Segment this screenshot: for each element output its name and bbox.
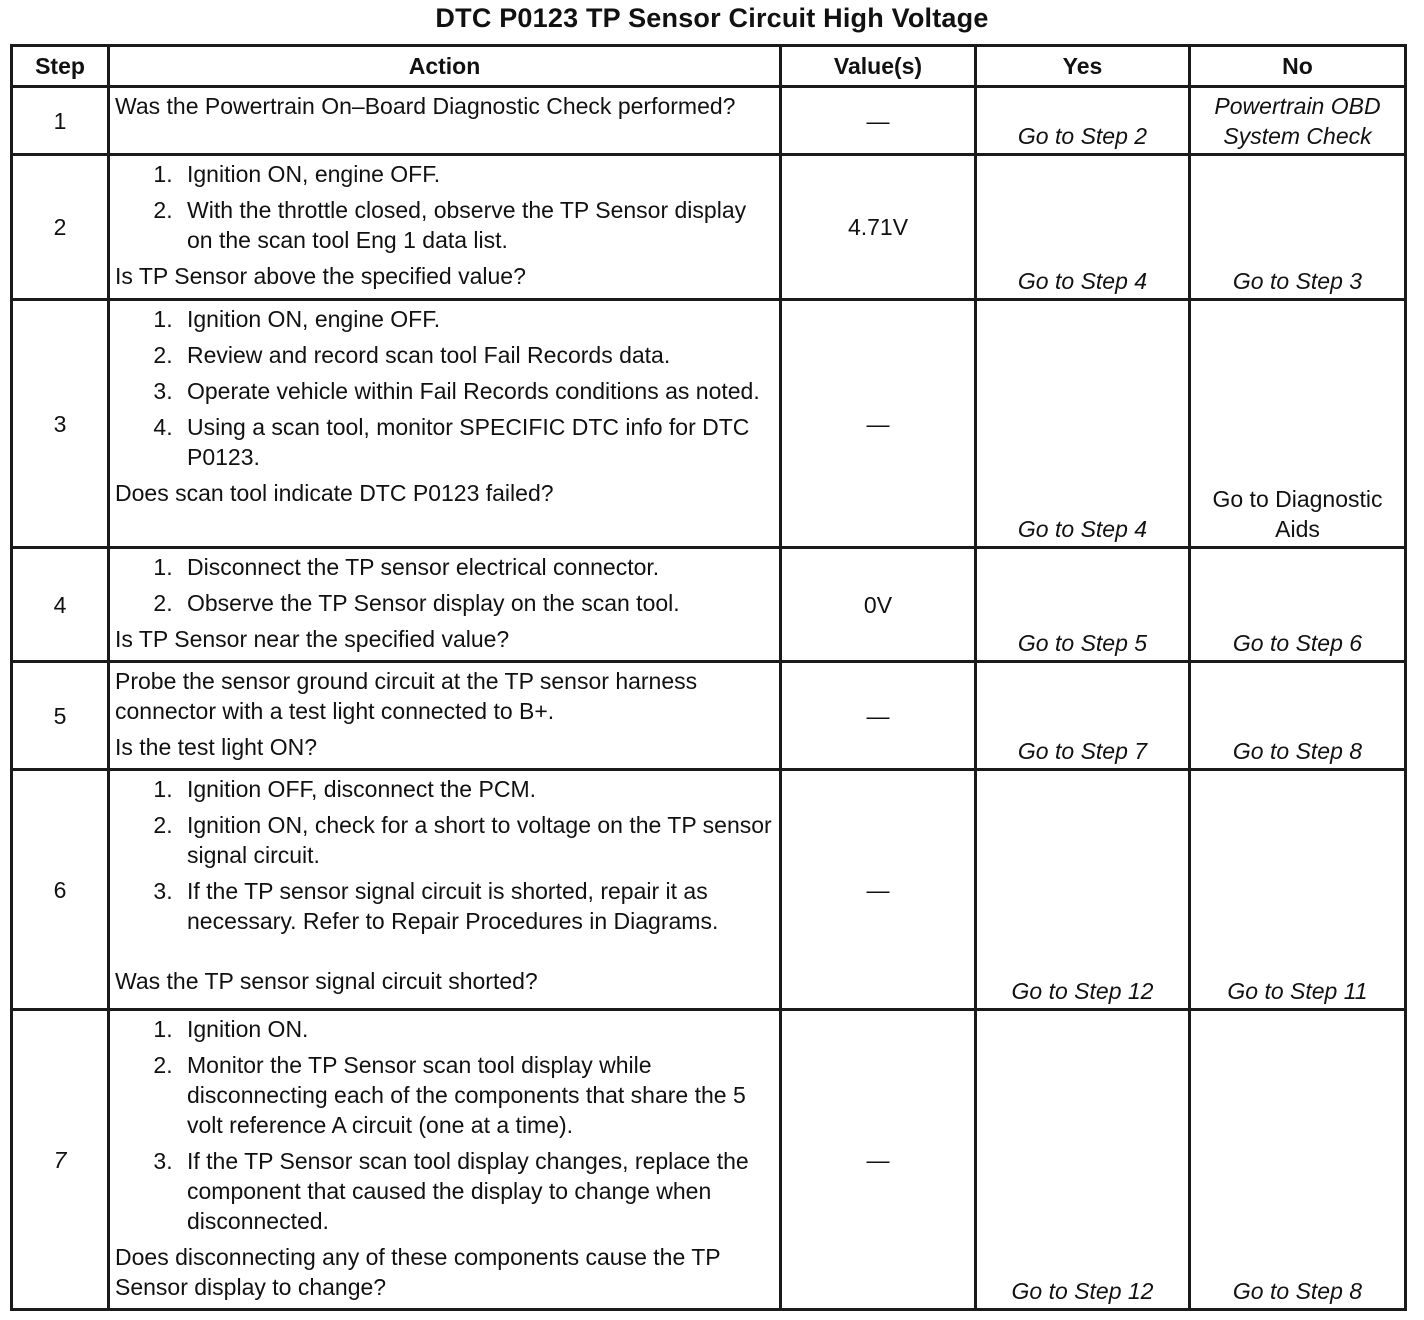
value-cell: —: [781, 300, 976, 548]
table-row: [12, 155, 1406, 300]
substep: 2. Review and record scan tool Fail Records data.: [179, 340, 773, 370]
no-cell: Go to Step 3: [1190, 155, 1406, 300]
table-row: [12, 548, 1406, 662]
no-cell: Go to Step 8: [1190, 662, 1406, 770]
question-text: Was the TP sensor signal circuit shorted?: [115, 968, 538, 994]
header-yes: Yes: [976, 46, 1190, 87]
table-row: [12, 87, 1406, 155]
action-cell: [109, 770, 781, 1010]
spacer: [115, 942, 773, 966]
substep: 2. With the throttle closed, observe the TP Sensor display on the scan tool Eng 1 data list.: [179, 195, 773, 255]
table-row: [12, 770, 1406, 1010]
question-text: Is TP Sensor above the specified value?: [115, 263, 526, 289]
header-step: Step: [12, 46, 109, 87]
action-text: Was the Powertrain On–Board Diagnostic Check performed?: [115, 93, 736, 119]
yes-cell: Go to Step 5: [976, 548, 1190, 662]
substep: 2. Monitor the TP Sensor scan tool display while disconnecting each of the components that share the 5 volt reference A circuit (one at a time).: [179, 1050, 773, 1140]
value-cell: —: [781, 662, 976, 770]
substep-list: [115, 552, 773, 618]
substep: 1. Ignition ON.: [179, 1014, 773, 1044]
step-number: 6: [12, 770, 109, 1010]
substep: 3. If the TP sensor signal circuit is shorted, repair it as necessary. Refer to Repair Procedures in Diagrams.: [179, 876, 773, 936]
action-cell: [109, 155, 781, 300]
question-text: Is the test light ON?: [115, 734, 317, 760]
no-cell: Go to Step 6: [1190, 548, 1406, 662]
yes-cell: Go to Step 4: [976, 300, 1190, 548]
substep: 3. If the TP Sensor scan tool display changes, replace the component that caused the display to change when disconnected.: [179, 1146, 773, 1236]
substep: 3. Operate vehicle within Fail Records conditions as noted.: [179, 376, 773, 406]
header-values: Value(s): [781, 46, 976, 87]
no-cell: Go to Diagnostic Aids: [1190, 300, 1406, 548]
header-action: Action: [109, 46, 781, 87]
action-cell: [109, 1010, 781, 1310]
document-title: DTC P0123 TP Sensor Circuit High Voltage: [435, 3, 989, 33]
step-number: 3: [12, 300, 109, 548]
yes-cell: Go to Step 7: [976, 662, 1190, 770]
action-cell: [109, 300, 781, 548]
header-no: No: [1190, 46, 1406, 87]
table-row: [12, 662, 1406, 770]
substep: 4. Using a scan tool, monitor SPECIFIC DTC info for DTC P0123.: [179, 412, 773, 472]
yes-cell: Go to Step 4: [976, 155, 1190, 300]
no-cell: Go to Step 8: [1190, 1010, 1406, 1310]
header-row: [12, 46, 1406, 87]
substep-list: [115, 159, 773, 255]
substep-list: [115, 304, 773, 472]
substep-list: [115, 774, 773, 936]
substep: 1. Ignition ON, engine OFF.: [179, 159, 773, 189]
question-text: Does disconnecting any of these components cause the TP Sensor display to change?: [115, 1244, 721, 1300]
substep: 2. Observe the TP Sensor display on the scan tool.: [179, 588, 773, 618]
yes-cell: Go to Step 12: [976, 1010, 1190, 1310]
substep: 1. Ignition ON, engine OFF.: [179, 304, 773, 334]
action-cell: [109, 87, 781, 155]
value-cell: 4.71V: [781, 155, 976, 300]
value-cell: 0V: [781, 548, 976, 662]
step-number: 7: [12, 1010, 109, 1310]
substep: 2. Ignition ON, check for a short to voltage on the TP sensor signal circuit.: [179, 810, 773, 870]
yes-cell: Go to Step 12: [976, 770, 1190, 1010]
yes-cell: Go to Step 2: [976, 87, 1190, 155]
table-row: [12, 300, 1406, 548]
step-number: 2: [12, 155, 109, 300]
action-cell: [109, 548, 781, 662]
no-cell: Go to Step 11: [1190, 770, 1406, 1010]
step-number: 4: [12, 548, 109, 662]
question-text: Is TP Sensor near the specified value?: [115, 626, 510, 652]
substep: 1. Ignition OFF, disconnect the PCM.: [179, 774, 773, 804]
question-text: Does scan tool indicate DTC P0123 failed?: [115, 480, 554, 506]
step-number: 5: [12, 662, 109, 770]
action-cell: [109, 662, 781, 770]
step-number: 1: [12, 87, 109, 155]
value-cell: —: [781, 770, 976, 1010]
substep: 1. Disconnect the TP sensor electrical connector.: [179, 552, 773, 582]
substep-list: [115, 1014, 773, 1236]
dtc-table: [10, 44, 1407, 1311]
table-row: [12, 1010, 1406, 1310]
action-text: Probe the sensor ground circuit at the TP sensor harness connector with a test light connected to B+.: [115, 668, 698, 724]
value-cell: —: [781, 1010, 976, 1310]
no-cell: Powertrain OBD System Check: [1190, 87, 1406, 155]
value-cell: —: [781, 87, 976, 155]
